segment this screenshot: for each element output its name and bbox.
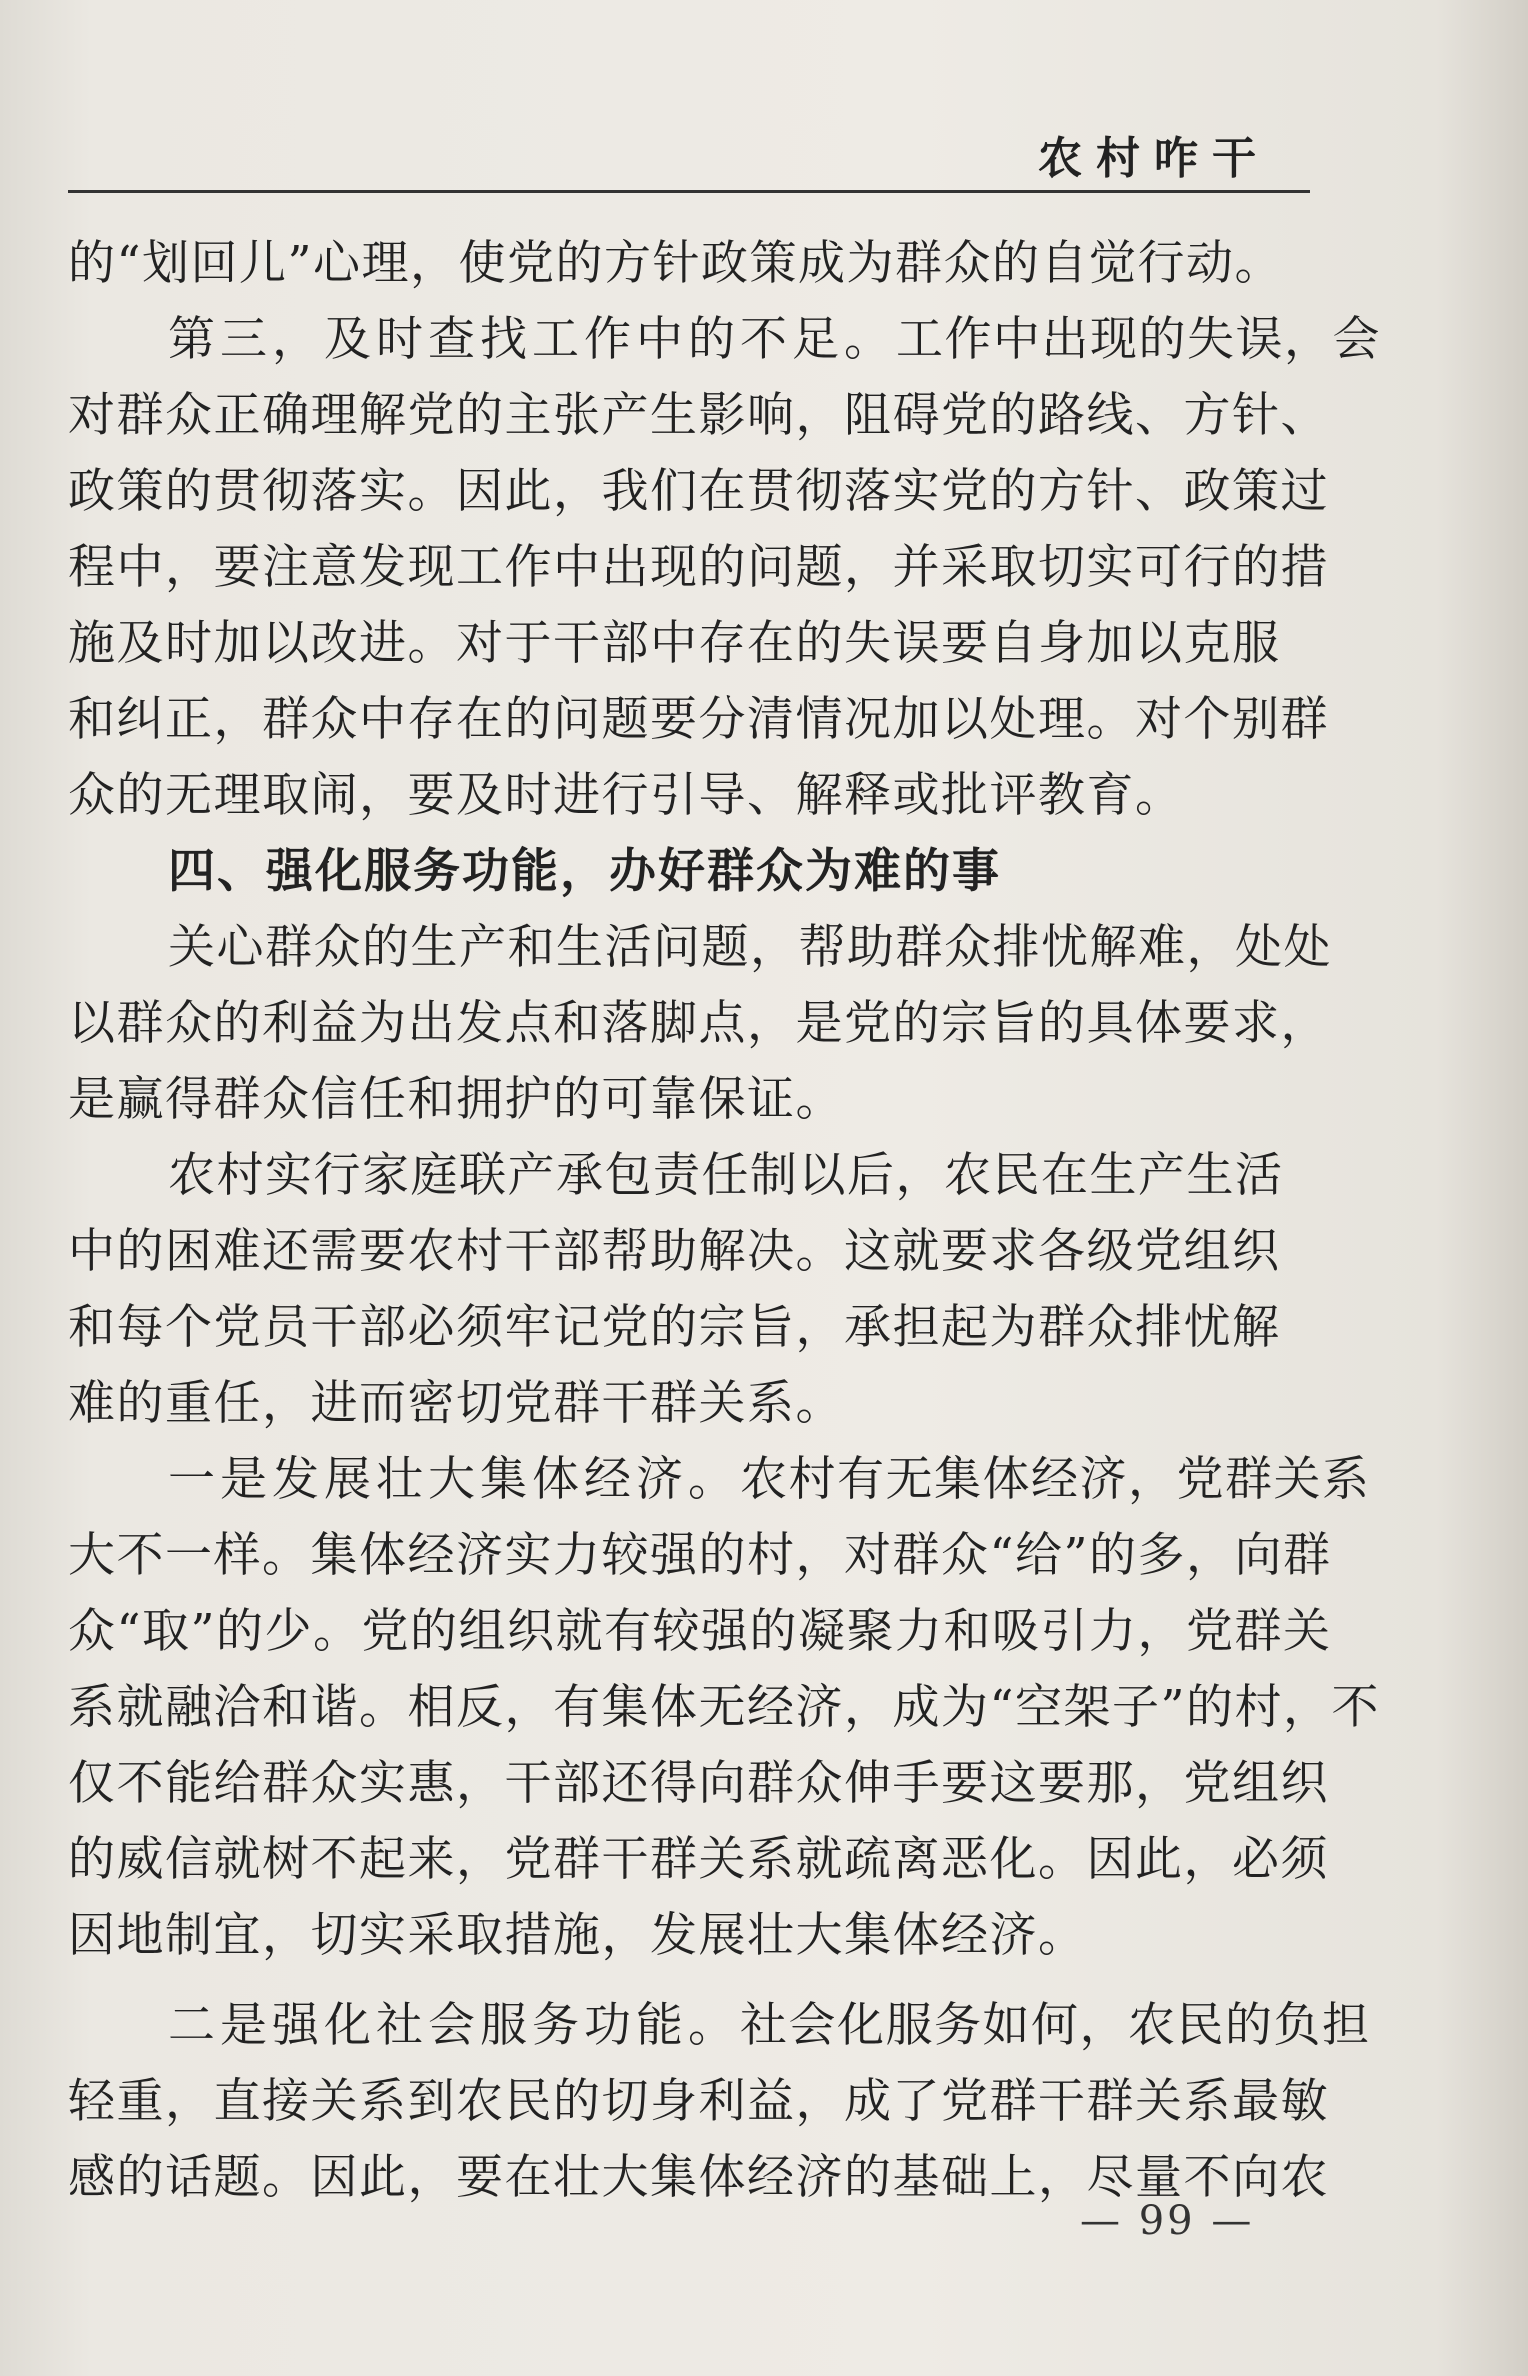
body-text xyxy=(68,226,1381,2216)
running-title: 农村咋干 xyxy=(1038,133,1270,184)
text-line: 施及时加以改进。对于干部中存在的失误要自身加以克服 xyxy=(68,616,1281,671)
text-line: 仅不能给群众实惠，干部还得向群众伸手要这要那，党组织 xyxy=(68,1756,1329,1811)
text-line: 中的困难还需要农村干部帮助解决。这就要求各级党组织 xyxy=(68,1224,1281,1279)
point-lead: 第三，及时查找工作中的不足。 xyxy=(168,312,896,367)
text-line: 是赢得群众信任和拥护的可靠保证。 xyxy=(68,1072,844,1127)
page-header xyxy=(68,118,1310,193)
text-line: 和纠正，群众中存在的问题要分清情况加以处理。对个别群 xyxy=(68,692,1329,747)
text-line: 政策的贯彻落实。因此，我们在贯彻落实党的方针、政策过 xyxy=(68,464,1329,519)
text-line: 关心群众的生产和生活问题，帮助群众排忧解难，处处 xyxy=(168,920,1332,975)
text-line: 以群众的利益为出发点和落脚点，是党的宗旨的具体要求， xyxy=(68,996,1329,1051)
text-line: 农村实行家庭联产承包责任制以后，农民在生产生活 xyxy=(168,1148,1284,1203)
text-line xyxy=(68,1442,1371,1518)
text-line: 众“取”的少。党的组织就有较强的凝聚力和吸引力，党群关 xyxy=(68,1604,1332,1659)
text-line: 大不一样。集体经济实力较强的村，对群众“给”的多，向群 xyxy=(68,1528,1332,1583)
text-line xyxy=(68,1988,1371,2064)
paragraph-gap xyxy=(68,1974,1318,1988)
text-line: 感的话题。因此，要在壮大集体经济的基础上，尽量不向农 xyxy=(68,2150,1329,2205)
page-number: — 99 — xyxy=(1080,2198,1255,2244)
text-line-rest: 社会化服务如何，农民的负担 xyxy=(740,1998,1371,2053)
text-line: 对群众正确理解党的主张产生影响，阻碍党的路线、方针、 xyxy=(68,388,1329,443)
text-line: 因地制宜，切实采取措施，发展壮大集体经济。 xyxy=(68,1908,1087,1963)
text-line: 程中，要注意发现工作中出现的问题，并采取切实可行的措 xyxy=(68,540,1329,595)
text-line: 的“划回儿”心理，使党的方针政策成为群众的自觉行动。 xyxy=(68,236,1284,291)
text-line xyxy=(68,302,1381,378)
text-line: 的威信就树不起来，党群干群关系就疏离恶化。因此，必须 xyxy=(68,1832,1329,1887)
text-line: 难的重任，进而密切党群干群关系。 xyxy=(68,1376,844,1431)
point-lead: 一是发展壮大集体经济。 xyxy=(168,1452,740,1507)
text-line-rest: 工作中出现的失误，会 xyxy=(896,312,1381,367)
text-line: 众的无理取闹，要及时进行引导、解释或批评教育。 xyxy=(68,768,1184,823)
point-lead: 二是强化社会服务功能。 xyxy=(168,1998,740,2053)
text-line: 系就融洽和谐。相反，有集体无经济，成为“空架子”的村，不 xyxy=(68,1680,1381,1735)
text-line-rest: 农村有无集体经济，党群关系 xyxy=(740,1452,1371,1507)
section-heading: 四、强化服务功能，办好群众为难的事 xyxy=(168,844,1001,899)
text-line: 轻重，直接关系到农民的切身利益，成了党群干群关系最敏 xyxy=(68,2074,1329,2129)
text-line: 和每个党员干部必须牢记党的宗旨，承担起为群众排忧解 xyxy=(68,1300,1281,1355)
